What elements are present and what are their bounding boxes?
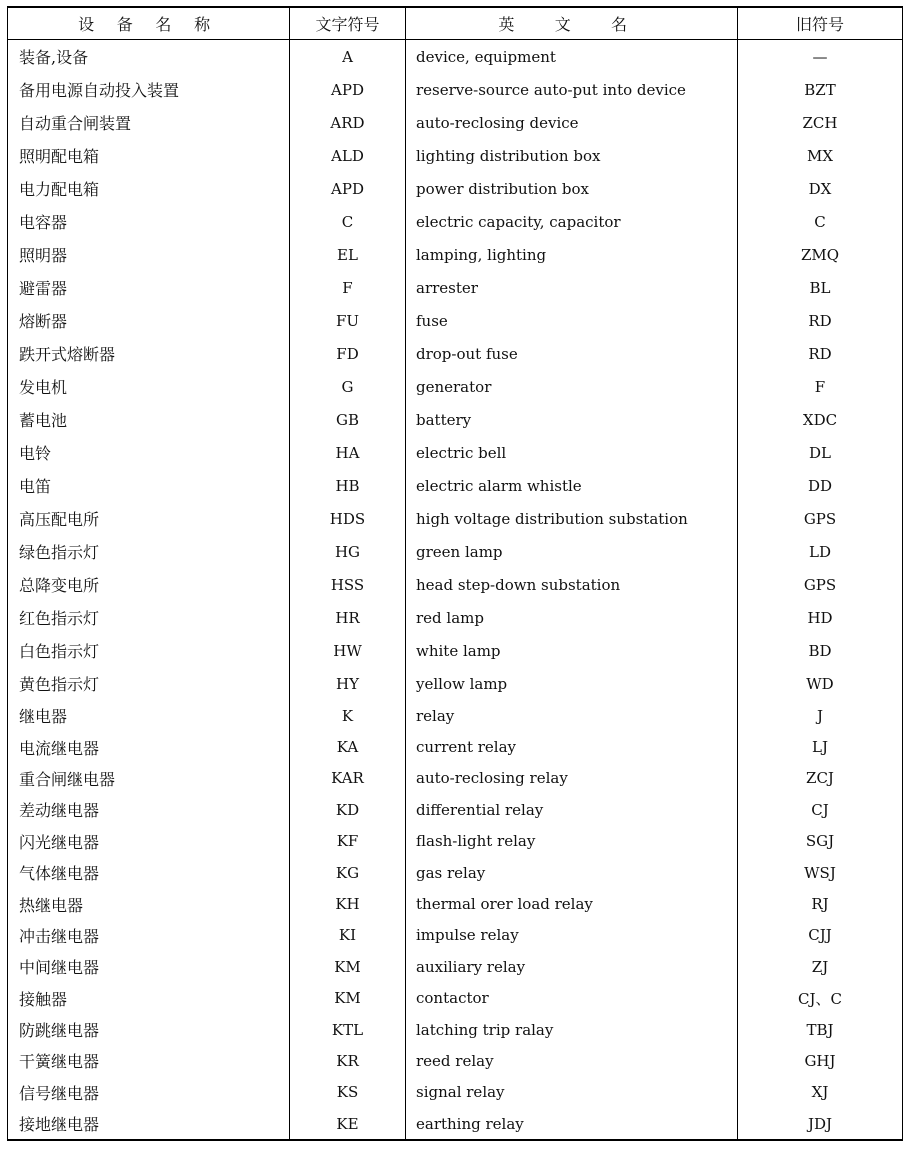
cell-device-name: 照明配电箱 (8, 139, 290, 172)
cell-text-symbol: APD (290, 172, 406, 205)
cell-device-name: 黄色指示灯 (8, 667, 290, 700)
cell-old-symbol: CJ、C (798, 989, 842, 1008)
cell-device-name: 总降变电所 (8, 568, 290, 601)
cell-old-symbol: ZMQ (800, 245, 840, 264)
cell-old-symbol: GHJ (804, 1051, 836, 1070)
table-row (8, 535, 903, 568)
cell-english-name: arrester (406, 271, 738, 304)
table-row (8, 1077, 903, 1108)
cell-device-name: 干簧继电器 (8, 1045, 290, 1076)
cell-old-symbol: ZCJ (806, 769, 834, 788)
cell-text-symbol: KS (290, 1077, 406, 1108)
cell-device-name: 闪光继电器 (8, 826, 290, 857)
cell-text-symbol: KA (290, 731, 406, 762)
cell-english-name: flash-light relay (406, 826, 738, 857)
cell-text-symbol: KI (290, 920, 406, 951)
table-row (8, 826, 903, 857)
cell-english-name: head step-down substation (406, 568, 738, 601)
table-row (8, 1108, 903, 1140)
cell-english-name: reed relay (406, 1045, 738, 1076)
cell-text-symbol: KTL (290, 1014, 406, 1045)
cell-text-symbol: G (290, 370, 406, 403)
cell-old-symbol: BZT (804, 80, 836, 99)
symbol-table (7, 6, 903, 1141)
cell-english-name: contactor (406, 983, 738, 1014)
cell-device-name: 电笛 (8, 469, 290, 502)
cell-english-name: device, equipment (406, 40, 738, 74)
cell-text-symbol: C (290, 205, 406, 238)
cell-old-symbol: GPS (803, 575, 837, 594)
cell-old-symbol: J (816, 706, 823, 725)
cell-device-name: 接地继电器 (8, 1108, 290, 1140)
table-row (8, 888, 903, 919)
cell-english-name: auto-reclosing device (406, 106, 738, 139)
cell-old-symbol: C (814, 212, 826, 231)
cell-text-symbol: KG (290, 857, 406, 888)
cell-english-name: impulse relay (406, 920, 738, 951)
table-body (8, 40, 903, 1141)
cell-english-name: lighting distribution box (406, 139, 738, 172)
cell-old-symbol: RD (808, 311, 832, 330)
cell-english-name: latching trip ralay (406, 1014, 738, 1045)
cell-english-name: auto-reclosing relay (406, 763, 738, 794)
table-row (8, 601, 903, 634)
table-row (8, 794, 903, 825)
table-row (8, 73, 903, 106)
cell-old-symbol: ZCH (802, 113, 838, 132)
cell-device-name: 中间继电器 (8, 951, 290, 982)
table-row (8, 370, 903, 403)
table-row (8, 469, 903, 502)
cell-english-name: thermal orer load relay (406, 888, 738, 919)
cell-device-name: 差动继电器 (8, 794, 290, 825)
cell-text-symbol: A (290, 40, 406, 74)
cell-text-symbol: HA (290, 436, 406, 469)
cell-device-name: 装备,设备 (8, 40, 290, 74)
cell-old-symbol: XDC (802, 410, 838, 429)
table-row (8, 857, 903, 888)
cell-old-symbol: DX (808, 179, 832, 198)
cell-device-name: 接触器 (8, 983, 290, 1014)
cell-device-name: 备用电源自动投入装置 (8, 73, 290, 106)
cell-device-name: 冲击继电器 (8, 920, 290, 951)
table-row (8, 40, 903, 74)
cell-device-name: 绿色指示灯 (8, 535, 290, 568)
header-device-name: 设 备 名 称 (8, 7, 290, 40)
table-row (8, 634, 903, 667)
cell-device-name: 气体继电器 (8, 857, 290, 888)
cell-english-name: drop-out fuse (406, 337, 738, 370)
cell-english-name: signal relay (406, 1077, 738, 1108)
cell-text-symbol: FD (290, 337, 406, 370)
cell-old-symbol: F (814, 377, 826, 396)
cell-text-symbol: F (290, 271, 406, 304)
cell-old-symbol: ZJ (811, 957, 829, 976)
cell-device-name: 防跳继电器 (8, 1014, 290, 1045)
cell-text-symbol: HW (290, 634, 406, 667)
cell-old-symbol: MX (806, 146, 834, 165)
cell-english-name: high voltage distribution substation (406, 502, 738, 535)
cell-device-name: 电力配电箱 (8, 172, 290, 205)
cell-old-symbol: XJ (811, 1083, 829, 1102)
cell-text-symbol: ALD (290, 139, 406, 172)
cell-old-symbol: LJ (812, 738, 828, 757)
cell-device-name: 熔断器 (8, 304, 290, 337)
cell-device-name: 重合闸继电器 (8, 763, 290, 794)
cell-text-symbol: KR (290, 1045, 406, 1076)
cell-english-name: relay (406, 700, 738, 731)
table-row (8, 205, 903, 238)
cell-text-symbol: KE (290, 1108, 406, 1140)
header-text-symbol: 文字符号 (290, 7, 406, 40)
cell-text-symbol: APD (290, 73, 406, 106)
cell-english-name: earthing relay (406, 1108, 738, 1140)
table-row (8, 1014, 903, 1045)
cell-old-symbol: DL (809, 443, 831, 462)
cell-english-name: yellow lamp (406, 667, 738, 700)
table-row (8, 502, 903, 535)
table-row (8, 403, 903, 436)
cell-old-symbol: DD (807, 476, 833, 495)
table-row (8, 951, 903, 982)
cell-old-symbol: HD (807, 608, 833, 627)
cell-old-symbol: BD (808, 641, 832, 660)
cell-text-symbol: GB (290, 403, 406, 436)
table-row (8, 172, 903, 205)
cell-old-symbol: JDJ (807, 1114, 833, 1133)
cell-text-symbol: HY (290, 667, 406, 700)
table-row (8, 139, 903, 172)
cell-old-symbol: WD (806, 674, 834, 693)
header-old-symbol: 旧符号 (738, 7, 903, 40)
table-row (8, 920, 903, 951)
table-row (8, 436, 903, 469)
cell-device-name: 电流继电器 (8, 731, 290, 762)
table-row (8, 568, 903, 601)
cell-english-name: battery (406, 403, 738, 436)
cell-english-name: white lamp (406, 634, 738, 667)
cell-old-symbol: CJ (811, 800, 829, 819)
cell-device-name: 发电机 (8, 370, 290, 403)
cell-english-name: electric capacity, capacitor (406, 205, 738, 238)
cell-old-symbol: GPS (803, 509, 837, 528)
cell-device-name: 电容器 (8, 205, 290, 238)
cell-device-name: 继电器 (8, 700, 290, 731)
cell-device-name: 避雷器 (8, 271, 290, 304)
cell-english-name: gas relay (406, 857, 738, 888)
cell-old-symbol: — (812, 47, 828, 66)
cell-old-symbol: TBJ (806, 1020, 834, 1039)
table-row (8, 337, 903, 370)
cell-device-name: 照明器 (8, 238, 290, 271)
table-row (8, 1045, 903, 1076)
cell-device-name: 自动重合闸装置 (8, 106, 290, 139)
cell-text-symbol: FU (290, 304, 406, 337)
cell-text-symbol: HSS (290, 568, 406, 601)
cell-device-name: 红色指示灯 (8, 601, 290, 634)
table-row (8, 106, 903, 139)
cell-old-symbol: BL (809, 278, 831, 297)
cell-english-name: reserve-source auto-put into device (406, 73, 738, 106)
cell-english-name: auxiliary relay (406, 951, 738, 982)
cell-device-name: 热继电器 (8, 888, 290, 919)
cell-english-name: electric alarm whistle (406, 469, 738, 502)
cell-text-symbol: HG (290, 535, 406, 568)
cell-text-symbol: KM (290, 951, 406, 982)
cell-text-symbol: HR (290, 601, 406, 634)
cell-english-name: fuse (406, 304, 738, 337)
table-row (8, 304, 903, 337)
cell-text-symbol: KAR (290, 763, 406, 794)
cell-old-symbol: RD (808, 344, 832, 363)
cell-device-name: 信号继电器 (8, 1077, 290, 1108)
table-row (8, 731, 903, 762)
cell-english-name: lamping, lighting (406, 238, 738, 271)
cell-english-name: differential relay (406, 794, 738, 825)
cell-english-name: generator (406, 370, 738, 403)
cell-device-name: 高压配电所 (8, 502, 290, 535)
cell-old-symbol: SGJ (805, 832, 835, 851)
table-row (8, 983, 903, 1014)
cell-text-symbol: HB (290, 469, 406, 502)
cell-text-symbol: HDS (290, 502, 406, 535)
table-row (8, 763, 903, 794)
cell-text-symbol: EL (290, 238, 406, 271)
table-row (8, 667, 903, 700)
table-row (8, 271, 903, 304)
table-header-row (8, 7, 903, 40)
header-english-name: 英 文 名 (406, 7, 738, 40)
table-row (8, 238, 903, 271)
cell-english-name: current relay (406, 731, 738, 762)
cell-device-name: 电铃 (8, 436, 290, 469)
cell-text-symbol: KH (290, 888, 406, 919)
cell-text-symbol: ARD (290, 106, 406, 139)
cell-old-symbol: RJ (811, 895, 829, 914)
cell-device-name: 跌开式熔断器 (8, 337, 290, 370)
cell-text-symbol: KD (290, 794, 406, 825)
table-row (8, 700, 903, 731)
cell-english-name: green lamp (406, 535, 738, 568)
cell-text-symbol: KM (290, 983, 406, 1014)
cell-english-name: red lamp (406, 601, 738, 634)
cell-device-name: 白色指示灯 (8, 634, 290, 667)
cell-english-name: power distribution box (406, 172, 738, 205)
cell-old-symbol: CJJ (808, 926, 832, 945)
cell-old-symbol: LD (809, 542, 831, 561)
cell-old-symbol: WSJ (804, 863, 836, 882)
cell-device-name: 蓄电池 (8, 403, 290, 436)
cell-text-symbol: KF (290, 826, 406, 857)
cell-english-name: electric bell (406, 436, 738, 469)
cell-text-symbol: K (290, 700, 406, 731)
